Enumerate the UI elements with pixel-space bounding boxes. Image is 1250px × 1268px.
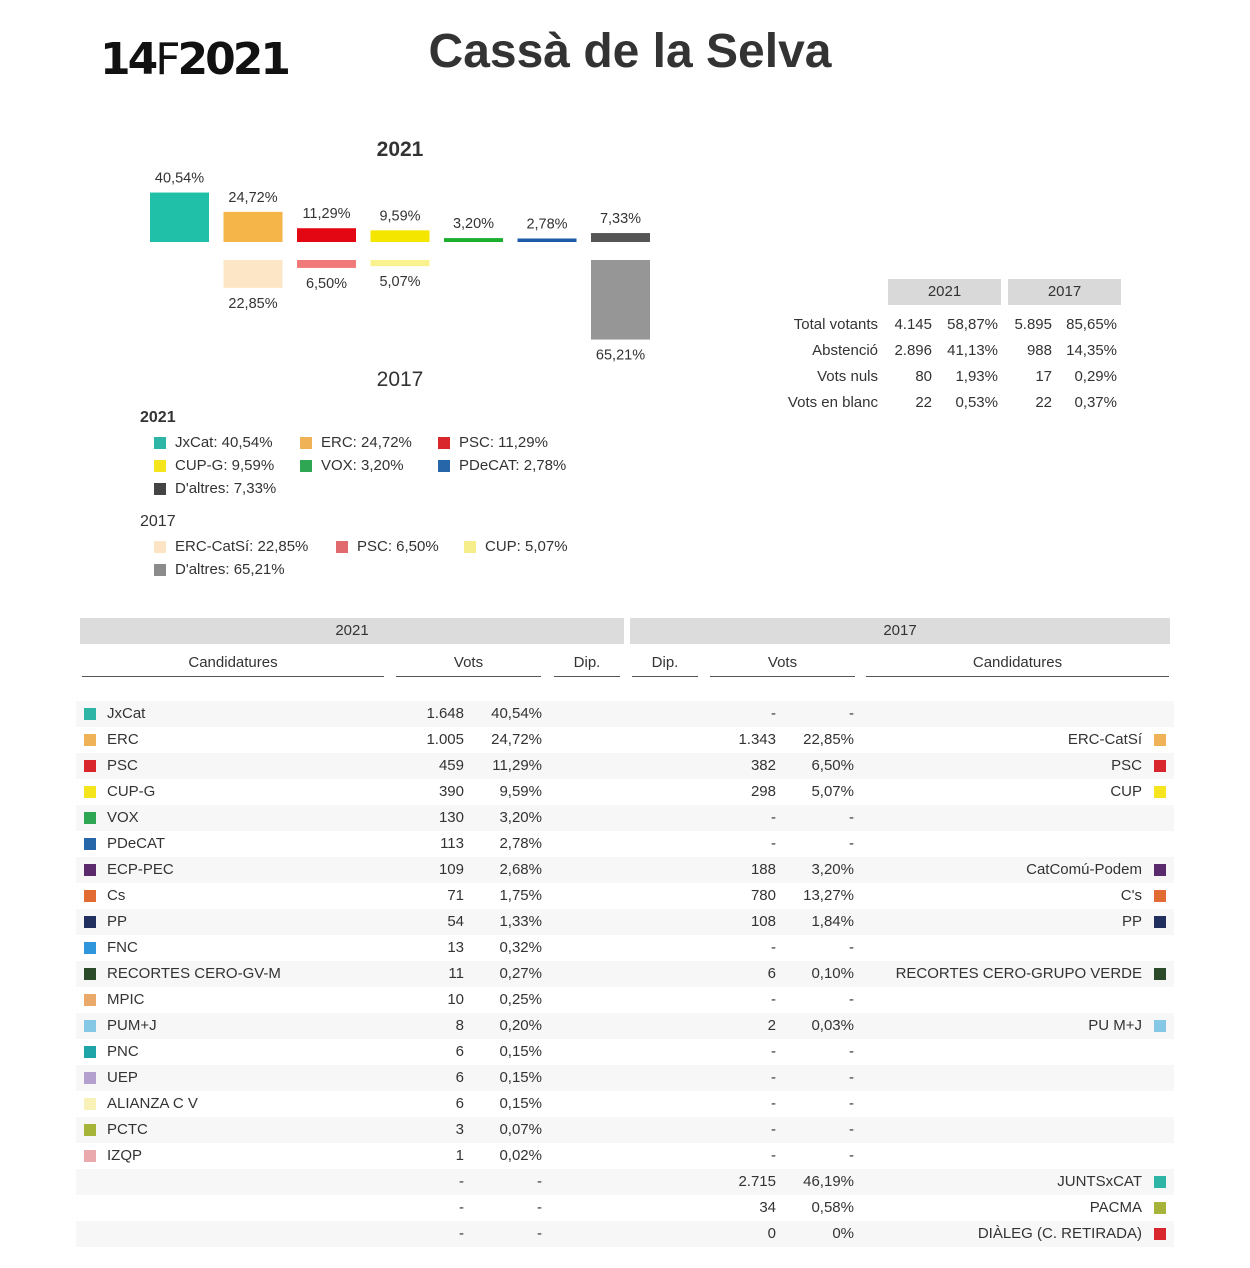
cell-pc21: 9,59% bbox=[499, 783, 542, 800]
table-row bbox=[76, 1143, 1174, 1169]
summary-cell-label: Vots en blanc bbox=[787, 394, 878, 411]
table-row bbox=[76, 857, 1174, 883]
legend-item bbox=[154, 558, 336, 581]
table-row bbox=[76, 883, 1174, 909]
party-swatch-2021 bbox=[84, 994, 96, 1006]
cell-pc21: 2,78% bbox=[499, 835, 542, 852]
legend-swatch bbox=[154, 541, 166, 553]
party-swatch-2017 bbox=[1154, 1020, 1166, 1032]
cell-v17: 34 bbox=[759, 1199, 776, 1216]
cell-v21: 13 bbox=[447, 939, 464, 956]
cell-v21: 390 bbox=[438, 783, 464, 800]
party-swatch-2021 bbox=[84, 1020, 96, 1032]
table-row bbox=[76, 1013, 1174, 1039]
cell-v17: - bbox=[771, 809, 776, 826]
cell-pc17: 22,85% bbox=[803, 731, 854, 748]
bar-label-2017-D'altres: 65,21% bbox=[595, 347, 646, 364]
cell-pc17: 46,19% bbox=[803, 1173, 854, 1190]
cell-v21: 113 bbox=[440, 835, 464, 852]
summary-cell-v17: 17 bbox=[1035, 368, 1052, 385]
table-row bbox=[76, 935, 1174, 961]
cell-v21: 11 bbox=[448, 965, 464, 982]
legend-swatch bbox=[154, 483, 166, 495]
cell-pc21: - bbox=[537, 1173, 542, 1190]
summary-cell-v21: 80 bbox=[915, 368, 932, 385]
cell-pc17: 0,03% bbox=[811, 1017, 854, 1034]
cell-v21: 109 bbox=[438, 861, 464, 878]
cell-pc17: 0,58% bbox=[811, 1199, 854, 1216]
legend-label: VOX: 3,20% bbox=[321, 457, 404, 474]
cell-p21: PSC bbox=[107, 757, 138, 774]
cell-pc21: 0,15% bbox=[499, 1069, 542, 1086]
cell-pc17: - bbox=[849, 1147, 854, 1164]
table-row bbox=[76, 1039, 1174, 1065]
legend-swatch bbox=[464, 541, 476, 553]
legend-year-label: 2017 bbox=[140, 513, 176, 530]
party-swatch-2017 bbox=[1154, 916, 1166, 928]
cell-p17: RECORTES CERO-GRUPO VERDE bbox=[895, 965, 1142, 982]
col-candidatures-2021: Candidatures bbox=[82, 652, 384, 677]
cell-pc17: - bbox=[849, 809, 854, 826]
summary-cell-p21: 0,53% bbox=[955, 394, 998, 411]
cell-p17: PP bbox=[1121, 913, 1142, 930]
cell-v17: 6 bbox=[767, 965, 776, 982]
cell-p21: Cs bbox=[107, 887, 126, 904]
legend-item bbox=[336, 535, 464, 558]
legend-label: PSC: 11,29% bbox=[459, 434, 548, 451]
cell-p21: UEP bbox=[107, 1069, 138, 1086]
legend-label: D'altres: 65,21% bbox=[175, 561, 285, 578]
table-row bbox=[76, 987, 1174, 1013]
bar-2017-D'altres bbox=[591, 260, 650, 340]
cell-v17: 780 bbox=[750, 887, 776, 904]
cell-pc17: 1,84% bbox=[811, 913, 854, 930]
summary-cell-v17: 22 bbox=[1035, 394, 1052, 411]
logo: 14F2021 bbox=[100, 34, 289, 85]
legend-label: ERC: 24,72% bbox=[321, 434, 412, 451]
bar-2021-CUP-G bbox=[371, 230, 430, 242]
cell-pc17: 13,27% bbox=[803, 887, 854, 904]
bar-2021-JxCat bbox=[150, 193, 209, 242]
cell-pc17: 5,07% bbox=[811, 783, 854, 800]
col-candidatures-2017: Candidatures bbox=[866, 652, 1169, 677]
cell-p21: IZQP bbox=[107, 1147, 143, 1164]
legend-label: JxCat: 40,54% bbox=[175, 434, 273, 451]
cell-v21: 10 bbox=[447, 991, 464, 1008]
bar-label-2021-CUP-G: 9,59% bbox=[379, 208, 421, 225]
cell-p21: ALIANZA C V bbox=[107, 1095, 198, 1112]
table-row bbox=[76, 727, 1174, 753]
summary-row bbox=[760, 390, 1130, 416]
cell-pc17: - bbox=[849, 705, 854, 722]
cell-v17: - bbox=[771, 1095, 776, 1112]
cell-v21: - bbox=[459, 1225, 464, 1242]
party-swatch-2017 bbox=[1154, 786, 1166, 798]
cell-v17: - bbox=[771, 1121, 776, 1138]
bar-2017-PSC bbox=[297, 260, 356, 268]
bar-label-2021-PSC: 11,29% bbox=[302, 206, 351, 223]
cell-p17: ERC-CatSí bbox=[1067, 731, 1142, 748]
table-row bbox=[76, 1091, 1174, 1117]
table-row bbox=[76, 1065, 1174, 1091]
cell-p21: PNC bbox=[107, 1043, 139, 1060]
legend-item bbox=[154, 477, 300, 500]
cell-v17: 2.715 bbox=[738, 1173, 776, 1190]
summary-year-2021: 2021 bbox=[888, 279, 1001, 305]
cell-pc17: - bbox=[849, 1069, 854, 1086]
col-vots-2017: Vots bbox=[710, 652, 855, 677]
cell-pc17: 0% bbox=[832, 1225, 854, 1242]
cell-pc17: 0,10% bbox=[811, 965, 854, 982]
cell-pc17: 6,50% bbox=[811, 757, 854, 774]
legend-swatch bbox=[336, 541, 348, 553]
cell-p17: CUP bbox=[1110, 783, 1142, 800]
party-swatch-2021 bbox=[84, 734, 96, 746]
party-swatch-2021 bbox=[84, 864, 96, 876]
cell-v21: 54 bbox=[447, 913, 464, 930]
cell-pc21: 24,72% bbox=[491, 731, 542, 748]
cell-p17: PACMA bbox=[1089, 1199, 1142, 1216]
party-swatch-2021 bbox=[84, 1150, 96, 1162]
cell-v21: 459 bbox=[438, 757, 464, 774]
party-swatch-2021 bbox=[84, 916, 96, 928]
cell-p21: ECP-PEC bbox=[107, 861, 174, 878]
cell-pc21: 0,07% bbox=[499, 1121, 542, 1138]
table-row bbox=[76, 753, 1174, 779]
page-title: Cassà de la Selva bbox=[428, 25, 832, 78]
bar-2021-PDeCAT bbox=[518, 239, 577, 243]
cell-v17: 298 bbox=[750, 783, 776, 800]
summary-cell-v21: 22 bbox=[915, 394, 932, 411]
cell-pc21: - bbox=[537, 1225, 542, 1242]
chart-title-2021: 2021 bbox=[376, 138, 424, 161]
summary-cell-v17: 5.895 bbox=[1014, 316, 1052, 333]
bar-label-2017-CUP-G: 5,07% bbox=[379, 274, 421, 291]
legend-swatch bbox=[300, 437, 312, 449]
bar-2021-VOX bbox=[444, 238, 503, 242]
cell-p21: MPIC bbox=[107, 991, 145, 1008]
legend-item bbox=[300, 454, 438, 477]
bar-2017-ERC bbox=[224, 260, 283, 288]
cell-pc21: 2,68% bbox=[499, 861, 542, 878]
legend-item bbox=[438, 431, 568, 454]
legend-label: PDeCAT: 2,78% bbox=[459, 457, 567, 474]
party-swatch-2017 bbox=[1154, 864, 1166, 876]
cell-v21: 6 bbox=[455, 1095, 464, 1112]
cell-p21: FNC bbox=[107, 939, 138, 956]
party-swatch-2021 bbox=[84, 838, 96, 850]
cell-v17: 1.343 bbox=[738, 731, 776, 748]
table-row bbox=[76, 831, 1174, 857]
summary-cell-label: Total votants bbox=[793, 316, 878, 333]
legend-item bbox=[438, 454, 568, 477]
bar-2021-PSC bbox=[297, 228, 356, 242]
summary-year-2017: 2017 bbox=[1008, 279, 1121, 305]
bar-2021-ERC bbox=[224, 212, 283, 242]
cell-p21: VOX bbox=[107, 809, 139, 826]
cell-p21: PP bbox=[107, 913, 128, 930]
cell-v21: 1 bbox=[455, 1147, 464, 1164]
summary-cell-p21: 1,93% bbox=[955, 368, 998, 385]
table-row bbox=[76, 701, 1174, 727]
legend-swatch bbox=[154, 460, 166, 472]
cell-p21: PCTC bbox=[107, 1121, 148, 1138]
summary-cell-p17: 85,65% bbox=[1066, 316, 1117, 333]
cell-v21: 6 bbox=[455, 1043, 464, 1060]
cell-p21: RECORTES CERO-GV-M bbox=[107, 965, 281, 982]
cell-pc21: 0,02% bbox=[499, 1147, 542, 1164]
party-swatch-2021 bbox=[84, 708, 96, 720]
party-swatch-2021 bbox=[84, 1124, 96, 1136]
cell-pc21: 0,27% bbox=[499, 965, 542, 982]
party-swatch-2021 bbox=[84, 1046, 96, 1058]
cell-v21: 6 bbox=[455, 1069, 464, 1086]
cell-v17: - bbox=[771, 939, 776, 956]
summary-row bbox=[760, 312, 1130, 338]
bar-label-2021-VOX: 3,20% bbox=[452, 216, 495, 233]
party-swatch-2017 bbox=[1154, 1176, 1166, 1188]
bar-label-2021-PDeCAT: 2,78% bbox=[526, 216, 568, 233]
party-swatch-2017 bbox=[1154, 734, 1166, 746]
cell-pc21: 0,20% bbox=[499, 1017, 542, 1034]
bar-label-2021-D'altres: 7,33% bbox=[599, 211, 642, 228]
cell-v21: 130 bbox=[438, 809, 464, 826]
table-row bbox=[76, 1117, 1174, 1143]
cell-pc17: - bbox=[849, 1043, 854, 1060]
cell-pc21: 40,54% bbox=[491, 705, 542, 722]
cell-v17: 108 bbox=[750, 913, 776, 930]
cell-v17: 188 bbox=[750, 861, 776, 878]
legend-label: CUP: 5,07% bbox=[485, 538, 568, 555]
party-swatch-2017 bbox=[1154, 890, 1166, 902]
table-row bbox=[76, 779, 1174, 805]
party-swatch-2017 bbox=[1154, 1202, 1166, 1214]
col-dip-2017: Dip. bbox=[632, 652, 698, 677]
bar-2017-CUP-G bbox=[371, 260, 430, 266]
cell-v21: 8 bbox=[455, 1017, 464, 1034]
cell-pc17: - bbox=[849, 1121, 854, 1138]
legend-item bbox=[154, 431, 300, 454]
cell-pc21: 0,15% bbox=[499, 1043, 542, 1060]
party-swatch-2021 bbox=[84, 1098, 96, 1110]
cell-v17: - bbox=[771, 1043, 776, 1060]
legend-swatch bbox=[154, 437, 166, 449]
col-vots-2021: Vots bbox=[396, 652, 541, 677]
results-year-2021: 2021 bbox=[80, 618, 624, 644]
summary-cell-v21: 2.896 bbox=[894, 342, 932, 359]
legend-label: CUP-G: 9,59% bbox=[175, 457, 275, 474]
legend-label: PSC: 6,50% bbox=[357, 538, 439, 555]
legend-swatch bbox=[300, 460, 312, 472]
cell-p21: PUM+J bbox=[107, 1017, 157, 1034]
legend-item bbox=[154, 535, 336, 558]
legend-label: D'altres: 7,33% bbox=[175, 480, 277, 497]
col-dip-2021: Dip. bbox=[554, 652, 620, 677]
legend-item bbox=[464, 535, 584, 558]
party-swatch-2017 bbox=[1154, 1228, 1166, 1240]
legend-2021 bbox=[140, 409, 568, 500]
summary-cell-p17: 14,35% bbox=[1066, 342, 1117, 359]
summary-cell-p17: 0,29% bbox=[1074, 368, 1117, 385]
cell-pc21: 11,29% bbox=[492, 757, 542, 774]
summary-cell-label: Vots nuls bbox=[817, 368, 878, 385]
legend-swatch bbox=[154, 564, 166, 576]
cell-pc21: 3,20% bbox=[499, 809, 542, 826]
table-row bbox=[76, 1221, 1174, 1247]
cell-pc17: - bbox=[849, 939, 854, 956]
results-year-2017: 2017 bbox=[630, 618, 1170, 644]
cell-pc21: 1,75% bbox=[499, 887, 542, 904]
cell-p21: CUP-G bbox=[107, 783, 156, 800]
cell-v17: - bbox=[771, 991, 776, 1008]
cell-v17: 382 bbox=[750, 757, 776, 774]
summary-cell-p17: 0,37% bbox=[1074, 394, 1117, 411]
party-swatch-2021 bbox=[84, 786, 96, 798]
table-row bbox=[76, 1169, 1174, 1195]
bar-label-2021-ERC: 24,72% bbox=[228, 189, 278, 206]
party-swatch-2021 bbox=[84, 1072, 96, 1084]
cell-p17: PU M+J bbox=[1088, 1017, 1142, 1034]
summary-row bbox=[760, 364, 1130, 390]
party-swatch-2021 bbox=[84, 760, 96, 772]
cell-v21: 3 bbox=[455, 1121, 464, 1138]
table-row bbox=[76, 1195, 1174, 1221]
table-row bbox=[76, 909, 1174, 935]
bar-label-2017-ERC: 22,85% bbox=[228, 295, 278, 312]
legend-label: ERC-CatSí: 22,85% bbox=[175, 538, 309, 555]
cell-pc17: - bbox=[849, 991, 854, 1008]
legend-year-label: 2021 bbox=[140, 409, 176, 426]
cell-pc21: 0,15% bbox=[499, 1095, 542, 1112]
cell-v21: 71 bbox=[447, 887, 464, 904]
cell-v17: - bbox=[771, 705, 776, 722]
cell-v21: - bbox=[459, 1173, 464, 1190]
legend-swatch bbox=[438, 460, 450, 472]
cell-p21: JxCat bbox=[107, 705, 146, 722]
legend-item bbox=[300, 431, 438, 454]
summary-cell-p21: 58,87% bbox=[947, 316, 998, 333]
party-swatch-2017 bbox=[1154, 760, 1166, 772]
cell-p21: PDeCAT bbox=[107, 835, 166, 852]
legend-2017 bbox=[140, 513, 584, 581]
cell-p17: C's bbox=[1120, 887, 1142, 904]
summary-cell-v17: 988 bbox=[1026, 342, 1052, 359]
summary-cell-p21: 41,13% bbox=[947, 342, 998, 359]
cell-p21: ERC bbox=[107, 731, 139, 748]
summary-row bbox=[760, 338, 1130, 364]
party-swatch-2021 bbox=[84, 812, 96, 824]
cell-p17: JUNTSxCAT bbox=[1057, 1173, 1142, 1190]
cell-p17: DIÀLEG (C. RETIRADA) bbox=[977, 1225, 1142, 1242]
cell-v17: - bbox=[771, 1147, 776, 1164]
table-row bbox=[76, 805, 1174, 831]
chart-title-2017: 2017 bbox=[376, 368, 424, 391]
cell-v21: 1.005 bbox=[426, 731, 464, 748]
summary-cell-label: Abstenció bbox=[812, 342, 878, 359]
table-row bbox=[76, 961, 1174, 987]
bar-label-2017-PSC: 6,50% bbox=[305, 275, 348, 292]
cell-pc21: 0,32% bbox=[499, 939, 542, 956]
cell-p17: PSC bbox=[1111, 757, 1142, 774]
cell-v21: - bbox=[459, 1199, 464, 1216]
cell-pc21: 1,33% bbox=[499, 913, 542, 930]
cell-v17: - bbox=[771, 1069, 776, 1086]
party-swatch-2017 bbox=[1154, 968, 1166, 980]
cell-pc17: - bbox=[849, 1095, 854, 1112]
cell-pc21: 0,25% bbox=[499, 991, 542, 1008]
legend-item bbox=[154, 454, 300, 477]
party-swatch-2021 bbox=[84, 890, 96, 902]
bar-chart bbox=[0, 0, 700, 400]
cell-pc17: 3,20% bbox=[811, 861, 854, 878]
legend-swatch bbox=[438, 437, 450, 449]
party-swatch-2021 bbox=[84, 968, 96, 980]
cell-p17: CatComú-Podem bbox=[1026, 861, 1142, 878]
cell-v21: 1.648 bbox=[426, 705, 464, 722]
cell-v17: - bbox=[771, 835, 776, 852]
bar-2021-D'altres bbox=[591, 233, 650, 242]
cell-pc17: - bbox=[849, 835, 854, 852]
party-swatch-2021 bbox=[84, 942, 96, 954]
cell-v17: 0 bbox=[767, 1225, 776, 1242]
cell-v17: 2 bbox=[767, 1017, 776, 1034]
cell-pc21: - bbox=[537, 1199, 542, 1216]
summary-cell-v21: 4.145 bbox=[894, 316, 932, 333]
bar-label-2021-JxCat: 40,54% bbox=[154, 170, 205, 187]
